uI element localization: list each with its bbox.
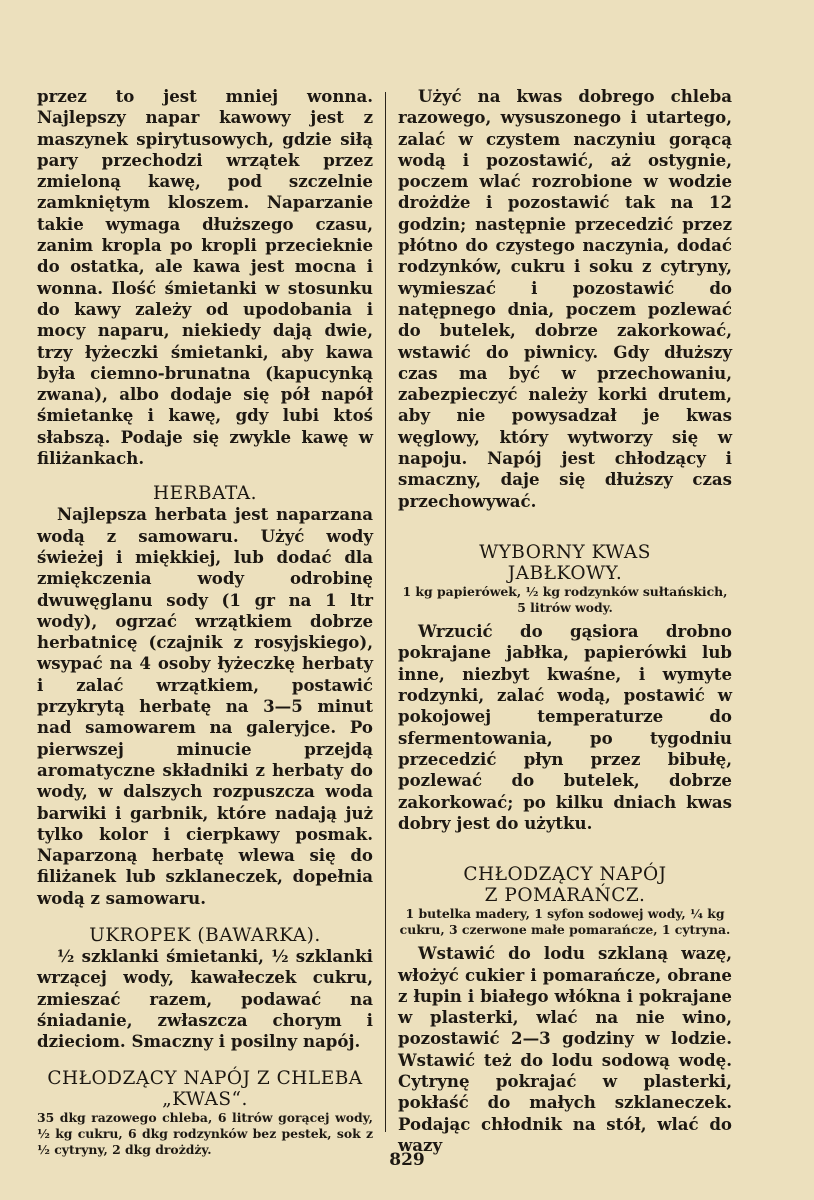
column-divider	[385, 92, 386, 1132]
jablkowy-heading-line2: JABŁKOWY.	[507, 562, 623, 584]
page-number: 829	[389, 1150, 425, 1170]
herbata-heading: HERBATA.	[152, 483, 258, 505]
jablkowy-ingredients: 1 kg papierówek, ½ kg rodzynków sułtańskich, 5 litrów wody.	[402, 583, 728, 615]
kwas-heading-line2: „KWAS“.	[162, 1089, 248, 1111]
pomarancz-paragraph: Wstawić do lodu szklaną wazę, włożyć cukier i pomarańcze, obrane z łupin i białego włókna i pokrajane w plasterki, wlać na nie wino, pozostawić 2—3 godziny w lodzie. Wstawić też do lodu sodową wodę. Cytrynę pokrajać w plasterki, pokłaść do małych szklaneczek. Podając chłodnik na stół, wlać do wazy	[398, 943, 732, 1155]
kwas-paragraph: Użyć na kwas dobrego chleba razowego, wysuszonego i utartego, zalać w czystem naczyniu gorącą wodą i pozostawić, aż ostygnie, poczem wlać rozrobione w wodzie drożdże i pozostawić tak na 12 godzin; następnie przecedzić przez płótno do czystego naczynia, dodać rodzynków, cukru i soku z cytryny, wymieszać i pozostawić do natępnego dnia, poczem pozlewać do butelek, dobrze zakorkować, wstawić do piwnicy. Gdy dłuższy czas ma być w przechowaniu, zabezpieczyć należy korki drutem, aby nie powysadzał je kwas węglowy, który wytworzy się w napoju. Napój jest chłodzący i smaczny, daje się dłuższy czas przechowywać.	[398, 86, 732, 511]
ukropek-heading: UKROPEK (BAWARKA).	[89, 924, 321, 946]
right-column	[398, 86, 732, 1156]
left-column	[37, 86, 373, 1157]
pomarancz-heading-line2: Z POMARAŃCZ.	[484, 885, 646, 907]
kwas-heading-line1: CHŁODZĄCY NAPÓJ Z CHLEBA	[47, 1068, 363, 1090]
herbata-paragraph: Najlepsza herbata jest naparzana wodą z samowaru. Użyć wody świeżej i miękkiej, lub dodać dla zmiękczenia wody odrobinę dwuwęglanu sody (1 gr na 1 ltr wody), ogrzać wrzątkiem dobrze herbatnicę (czajnik z rosyjskiego), wsypać na 4 osoby łyżeczkę herbaty i zalać wrzątkiem, postawić przykrytą herbatę na 3—5 minut nad samowarem na galeryjce. Po pierwszej minucie przejdą aromatyczne składniki z herbaty do wody, w dalszych rozpuszcza woda barwiki i garbnik, które nadają już tylko kolor i cierpkawy posmak. Naparzoną herbatę wlewa się do filiżanek lub szklaneczek, dopełnia wodą z samowaru.	[37, 504, 373, 908]
kwas-ingredients: 35 dkg razowego chleba, 6 litrów gorącej wody, ½ kg cukru, 6 dkg rodzynków bez pestek, sok z ½ cytryny, 2 dkg drożdży.	[37, 1110, 373, 1157]
ukropek-paragraph: ½ szklanki śmietanki, ½ szklanki wrzącej wody, kawałeczek cukru, zmieszać razem, podawać na śniadanie, zwłaszcza chorym i dzieciom. Smaczny i posilny napój.	[37, 945, 373, 1052]
pomarancz-heading-line1: CHŁODZĄCY NAPÓJ	[463, 864, 667, 886]
jablkowy-paragraph: Wrzucić do gąsiora drobno pokrajane jabłka, papierówki lub inne, niezbyt kwaśne, i wymyte rodzynki, zalać wodą, postawić w pokojowej temperaturze do sfermentowania, po tygodniu przecedzić płyn przez bibułę, pozlewać do butelek, dobrze zakorkować; po kilku dniach kwas dobry jest do użytku.	[398, 621, 732, 833]
coffee-paragraph: przez to jest mniej wonna. Najlepszy napar kawowy jest z maszynek spirytusowych, gdzie siłą pary przechodzi wrzątek przez zmieloną kawę, pod szczelnie zamkniętym kloszem. Naparzanie takie wymaga dłuższego czasu, zanim kropla po kropli przecieknie do ostatka, ale kawa jest mocna i wonna. Ilość śmietanki w stosunku do kawy zależy od upodobania i mocy naparu, niekiedy dają dwie, trzy łyżeczki śmietanki, aby kawa była ciemno-brunatna (kapucynką zwana), albo dodaje się pół napół śmietankę i kawę, gdy lubi ktoś słabszą. Podaje się zwykle kawę w filiżankach.	[37, 86, 373, 469]
jablkowy-heading-line1: WYBORNY KWAS	[479, 541, 651, 563]
pomarancz-ingredients: 1 butelka madery, 1 syfon sodowej wody, ¼ kg cukru, 3 czerwone małe pomarańcze, 1 cytryna.	[399, 906, 731, 937]
